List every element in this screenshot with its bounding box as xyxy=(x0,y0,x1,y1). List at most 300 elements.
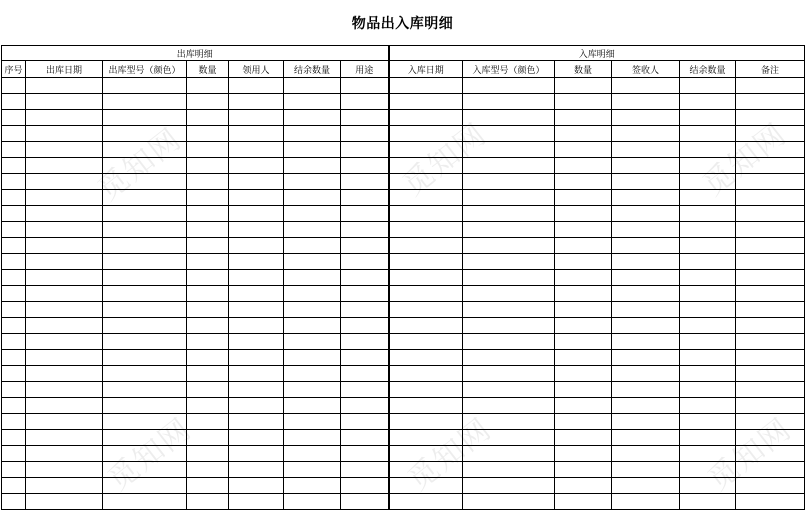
table-cell[interactable] xyxy=(463,446,555,462)
table-cell[interactable] xyxy=(612,462,680,478)
table-cell[interactable] xyxy=(612,382,680,398)
table-cell[interactable] xyxy=(463,478,555,494)
table-cell[interactable] xyxy=(229,478,284,494)
table-cell[interactable] xyxy=(284,414,341,430)
table-cell[interactable] xyxy=(555,366,612,382)
table-cell[interactable] xyxy=(103,270,187,286)
table-cell[interactable] xyxy=(612,494,680,510)
table-cell[interactable] xyxy=(103,94,187,110)
table-cell[interactable] xyxy=(26,494,103,510)
table-cell[interactable] xyxy=(463,286,555,302)
table-cell[interactable] xyxy=(103,334,187,350)
table-cell[interactable] xyxy=(103,302,187,318)
table-cell[interactable] xyxy=(389,238,463,254)
table-cell[interactable] xyxy=(341,158,389,174)
table-cell[interactable] xyxy=(26,478,103,494)
table-cell[interactable] xyxy=(229,494,284,510)
table-cell[interactable] xyxy=(612,366,680,382)
table-cell[interactable] xyxy=(284,238,341,254)
table-cell[interactable] xyxy=(389,334,463,350)
table-cell[interactable] xyxy=(680,254,736,270)
table-cell[interactable] xyxy=(463,78,555,94)
table-cell[interactable] xyxy=(103,382,187,398)
table-cell[interactable] xyxy=(736,222,805,238)
table-cell[interactable] xyxy=(341,430,389,446)
table-cell[interactable] xyxy=(680,190,736,206)
table-cell[interactable] xyxy=(284,94,341,110)
table-cell[interactable] xyxy=(26,430,103,446)
table-cell[interactable] xyxy=(463,270,555,286)
table-cell[interactable] xyxy=(341,78,389,94)
table-cell[interactable] xyxy=(284,270,341,286)
table-cell[interactable] xyxy=(26,126,103,142)
table-cell[interactable] xyxy=(389,94,463,110)
table-cell[interactable] xyxy=(229,446,284,462)
table-cell[interactable] xyxy=(187,78,229,94)
table-cell[interactable] xyxy=(612,302,680,318)
table-cell[interactable] xyxy=(680,110,736,126)
table-cell[interactable] xyxy=(341,254,389,270)
table-cell[interactable] xyxy=(612,254,680,270)
table-cell[interactable] xyxy=(736,110,805,126)
table-cell[interactable] xyxy=(680,238,736,254)
table-cell[interactable] xyxy=(229,350,284,366)
table-cell[interactable] xyxy=(736,318,805,334)
table-cell[interactable] xyxy=(555,110,612,126)
table-cell[interactable] xyxy=(103,174,187,190)
table-cell[interactable] xyxy=(612,286,680,302)
table-cell[interactable] xyxy=(229,334,284,350)
table-cell[interactable] xyxy=(555,350,612,366)
table-cell[interactable] xyxy=(2,478,26,494)
table-cell[interactable] xyxy=(187,430,229,446)
table-cell[interactable] xyxy=(555,334,612,350)
table-cell[interactable] xyxy=(612,142,680,158)
table-cell[interactable] xyxy=(389,430,463,446)
table-cell[interactable] xyxy=(736,286,805,302)
table-cell[interactable] xyxy=(187,446,229,462)
table-cell[interactable] xyxy=(463,414,555,430)
table-cell[interactable] xyxy=(2,78,26,94)
table-cell[interactable] xyxy=(555,382,612,398)
table-cell[interactable] xyxy=(463,254,555,270)
table-cell[interactable] xyxy=(187,158,229,174)
table-cell[interactable] xyxy=(736,494,805,510)
table-cell[interactable] xyxy=(341,94,389,110)
table-cell[interactable] xyxy=(341,126,389,142)
table-cell[interactable] xyxy=(26,366,103,382)
table-cell[interactable] xyxy=(187,478,229,494)
table-cell[interactable] xyxy=(612,478,680,494)
table-cell[interactable] xyxy=(284,398,341,414)
table-cell[interactable] xyxy=(284,430,341,446)
table-cell[interactable] xyxy=(2,446,26,462)
table-cell[interactable] xyxy=(2,334,26,350)
table-cell[interactable] xyxy=(187,286,229,302)
table-cell[interactable] xyxy=(680,222,736,238)
table-cell[interactable] xyxy=(680,446,736,462)
table-cell[interactable] xyxy=(680,302,736,318)
table-cell[interactable] xyxy=(736,430,805,446)
table-cell[interactable] xyxy=(680,366,736,382)
table-cell[interactable] xyxy=(389,190,463,206)
table-cell[interactable] xyxy=(229,158,284,174)
table-cell[interactable] xyxy=(680,334,736,350)
table-cell[interactable] xyxy=(341,302,389,318)
table-cell[interactable] xyxy=(463,142,555,158)
table-cell[interactable] xyxy=(736,158,805,174)
table-cell[interactable] xyxy=(284,110,341,126)
table-cell[interactable] xyxy=(555,462,612,478)
table-cell[interactable] xyxy=(26,78,103,94)
table-cell[interactable] xyxy=(463,222,555,238)
table-cell[interactable] xyxy=(187,398,229,414)
table-cell[interactable] xyxy=(680,78,736,94)
table-cell[interactable] xyxy=(2,302,26,318)
table-cell[interactable] xyxy=(555,398,612,414)
table-cell[interactable] xyxy=(187,110,229,126)
table-cell[interactable] xyxy=(463,430,555,446)
table-cell[interactable] xyxy=(103,286,187,302)
table-cell[interactable] xyxy=(2,430,26,446)
table-cell[interactable] xyxy=(103,350,187,366)
table-cell[interactable] xyxy=(463,398,555,414)
table-cell[interactable] xyxy=(2,270,26,286)
table-cell[interactable] xyxy=(612,318,680,334)
table-cell[interactable] xyxy=(736,78,805,94)
table-cell[interactable] xyxy=(612,270,680,286)
table-cell[interactable] xyxy=(229,238,284,254)
table-cell[interactable] xyxy=(389,78,463,94)
table-cell[interactable] xyxy=(341,494,389,510)
table-cell[interactable] xyxy=(736,238,805,254)
table-cell[interactable] xyxy=(103,126,187,142)
table-cell[interactable] xyxy=(284,190,341,206)
table-cell[interactable] xyxy=(229,270,284,286)
table-cell[interactable] xyxy=(229,430,284,446)
table-cell[interactable] xyxy=(284,334,341,350)
table-cell[interactable] xyxy=(26,206,103,222)
table-cell[interactable] xyxy=(2,366,26,382)
table-cell[interactable] xyxy=(26,110,103,126)
table-cell[interactable] xyxy=(463,126,555,142)
table-cell[interactable] xyxy=(463,110,555,126)
table-cell[interactable] xyxy=(736,478,805,494)
table-cell[interactable] xyxy=(187,126,229,142)
table-cell[interactable] xyxy=(26,158,103,174)
table-cell[interactable] xyxy=(680,286,736,302)
table-cell[interactable] xyxy=(463,382,555,398)
table-cell[interactable] xyxy=(26,94,103,110)
table-cell[interactable] xyxy=(463,462,555,478)
table-cell[interactable] xyxy=(341,446,389,462)
table-cell[interactable] xyxy=(555,318,612,334)
table-cell[interactable] xyxy=(389,270,463,286)
table-cell[interactable] xyxy=(103,222,187,238)
table-cell[interactable] xyxy=(229,366,284,382)
table-cell[interactable] xyxy=(26,334,103,350)
table-cell[interactable] xyxy=(389,110,463,126)
table-cell[interactable] xyxy=(389,302,463,318)
table-cell[interactable] xyxy=(187,350,229,366)
table-cell[interactable] xyxy=(680,206,736,222)
table-cell[interactable] xyxy=(284,126,341,142)
table-cell[interactable] xyxy=(229,382,284,398)
table-cell[interactable] xyxy=(680,142,736,158)
table-cell[interactable] xyxy=(680,174,736,190)
table-cell[interactable] xyxy=(736,94,805,110)
table-cell[interactable] xyxy=(555,430,612,446)
table-cell[interactable] xyxy=(229,174,284,190)
table-cell[interactable] xyxy=(612,430,680,446)
table-cell[interactable] xyxy=(284,462,341,478)
table-cell[interactable] xyxy=(187,190,229,206)
table-cell[interactable] xyxy=(103,254,187,270)
table-cell[interactable] xyxy=(389,446,463,462)
table-cell[interactable] xyxy=(187,222,229,238)
table-cell[interactable] xyxy=(736,382,805,398)
table-cell[interactable] xyxy=(389,126,463,142)
table-cell[interactable] xyxy=(187,174,229,190)
table-cell[interactable] xyxy=(284,494,341,510)
table-cell[interactable] xyxy=(2,190,26,206)
table-cell[interactable] xyxy=(680,350,736,366)
table-cell[interactable] xyxy=(187,318,229,334)
table-cell[interactable] xyxy=(463,318,555,334)
table-cell[interactable] xyxy=(187,206,229,222)
table-cell[interactable] xyxy=(2,222,26,238)
table-cell[interactable] xyxy=(555,206,612,222)
table-cell[interactable] xyxy=(341,398,389,414)
table-cell[interactable] xyxy=(463,94,555,110)
table-cell[interactable] xyxy=(736,142,805,158)
table-cell[interactable] xyxy=(736,414,805,430)
table-cell[interactable] xyxy=(26,398,103,414)
table-cell[interactable] xyxy=(229,206,284,222)
table-cell[interactable] xyxy=(341,238,389,254)
table-cell[interactable] xyxy=(555,494,612,510)
table-cell[interactable] xyxy=(612,190,680,206)
table-cell[interactable] xyxy=(2,110,26,126)
table-cell[interactable] xyxy=(341,286,389,302)
table-cell[interactable] xyxy=(229,318,284,334)
table-cell[interactable] xyxy=(680,318,736,334)
table-cell[interactable] xyxy=(2,142,26,158)
table-cell[interactable] xyxy=(555,302,612,318)
table-cell[interactable] xyxy=(680,158,736,174)
table-cell[interactable] xyxy=(680,430,736,446)
table-cell[interactable] xyxy=(389,414,463,430)
table-cell[interactable] xyxy=(284,78,341,94)
table-cell[interactable] xyxy=(26,142,103,158)
table-cell[interactable] xyxy=(26,318,103,334)
table-cell[interactable] xyxy=(284,302,341,318)
table-cell[interactable] xyxy=(463,350,555,366)
table-cell[interactable] xyxy=(229,286,284,302)
table-cell[interactable] xyxy=(2,238,26,254)
table-cell[interactable] xyxy=(26,446,103,462)
table-cell[interactable] xyxy=(284,382,341,398)
table-cell[interactable] xyxy=(284,446,341,462)
table-cell[interactable] xyxy=(341,414,389,430)
table-cell[interactable] xyxy=(103,430,187,446)
table-cell[interactable] xyxy=(103,238,187,254)
table-cell[interactable] xyxy=(612,414,680,430)
table-cell[interactable] xyxy=(284,350,341,366)
table-cell[interactable] xyxy=(736,446,805,462)
table-cell[interactable] xyxy=(612,174,680,190)
table-cell[interactable] xyxy=(555,94,612,110)
table-cell[interactable] xyxy=(555,190,612,206)
table-cell[interactable] xyxy=(284,318,341,334)
table-cell[interactable] xyxy=(555,126,612,142)
table-cell[interactable] xyxy=(463,302,555,318)
table-cell[interactable] xyxy=(612,158,680,174)
table-cell[interactable] xyxy=(229,398,284,414)
table-cell[interactable] xyxy=(187,94,229,110)
table-cell[interactable] xyxy=(26,222,103,238)
table-cell[interactable] xyxy=(103,142,187,158)
table-cell[interactable] xyxy=(736,254,805,270)
table-cell[interactable] xyxy=(389,382,463,398)
table-cell[interactable] xyxy=(103,78,187,94)
table-cell[interactable] xyxy=(612,446,680,462)
table-cell[interactable] xyxy=(555,270,612,286)
table-cell[interactable] xyxy=(284,254,341,270)
table-cell[interactable] xyxy=(341,478,389,494)
table-cell[interactable] xyxy=(736,302,805,318)
table-cell[interactable] xyxy=(389,174,463,190)
table-cell[interactable] xyxy=(736,206,805,222)
table-cell[interactable] xyxy=(103,462,187,478)
table-cell[interactable] xyxy=(229,126,284,142)
table-cell[interactable] xyxy=(2,414,26,430)
table-cell[interactable] xyxy=(187,238,229,254)
table-cell[interactable] xyxy=(229,142,284,158)
table-cell[interactable] xyxy=(284,478,341,494)
table-cell[interactable] xyxy=(229,110,284,126)
table-cell[interactable] xyxy=(555,222,612,238)
table-cell[interactable] xyxy=(2,254,26,270)
table-cell[interactable] xyxy=(26,350,103,366)
table-cell[interactable] xyxy=(284,142,341,158)
table-cell[interactable] xyxy=(229,190,284,206)
table-cell[interactable] xyxy=(341,142,389,158)
table-cell[interactable] xyxy=(187,270,229,286)
table-cell[interactable] xyxy=(229,254,284,270)
table-cell[interactable] xyxy=(2,206,26,222)
table-cell[interactable] xyxy=(187,302,229,318)
table-cell[interactable] xyxy=(341,174,389,190)
table-cell[interactable] xyxy=(463,366,555,382)
table-cell[interactable] xyxy=(341,222,389,238)
table-cell[interactable] xyxy=(736,462,805,478)
table-cell[interactable] xyxy=(341,270,389,286)
table-cell[interactable] xyxy=(26,174,103,190)
table-cell[interactable] xyxy=(612,222,680,238)
table-cell[interactable] xyxy=(612,398,680,414)
table-cell[interactable] xyxy=(341,382,389,398)
table-cell[interactable] xyxy=(341,334,389,350)
table-cell[interactable] xyxy=(555,478,612,494)
table-cell[interactable] xyxy=(103,190,187,206)
table-cell[interactable] xyxy=(2,174,26,190)
table-cell[interactable] xyxy=(612,206,680,222)
table-cell[interactable] xyxy=(736,126,805,142)
table-cell[interactable] xyxy=(187,382,229,398)
table-cell[interactable] xyxy=(187,414,229,430)
table-cell[interactable] xyxy=(2,318,26,334)
table-cell[interactable] xyxy=(736,174,805,190)
table-cell[interactable] xyxy=(284,222,341,238)
table-cell[interactable] xyxy=(103,414,187,430)
table-cell[interactable] xyxy=(103,110,187,126)
table-cell[interactable] xyxy=(389,142,463,158)
table-cell[interactable] xyxy=(103,478,187,494)
table-cell[interactable] xyxy=(736,398,805,414)
table-cell[interactable] xyxy=(341,462,389,478)
table-cell[interactable] xyxy=(284,158,341,174)
table-cell[interactable] xyxy=(229,414,284,430)
table-cell[interactable] xyxy=(463,238,555,254)
table-cell[interactable] xyxy=(680,94,736,110)
table-cell[interactable] xyxy=(2,462,26,478)
table-cell[interactable] xyxy=(2,126,26,142)
table-cell[interactable] xyxy=(187,254,229,270)
table-cell[interactable] xyxy=(612,94,680,110)
table-cell[interactable] xyxy=(680,382,736,398)
table-cell[interactable] xyxy=(229,222,284,238)
table-cell[interactable] xyxy=(2,494,26,510)
table-cell[interactable] xyxy=(680,478,736,494)
table-cell[interactable] xyxy=(26,190,103,206)
table-cell[interactable] xyxy=(2,350,26,366)
table-cell[interactable] xyxy=(103,494,187,510)
table-cell[interactable] xyxy=(555,174,612,190)
table-cell[interactable] xyxy=(736,334,805,350)
table-cell[interactable] xyxy=(187,462,229,478)
table-cell[interactable] xyxy=(229,78,284,94)
table-cell[interactable] xyxy=(341,206,389,222)
table-cell[interactable] xyxy=(612,238,680,254)
table-cell[interactable] xyxy=(26,382,103,398)
table-cell[interactable] xyxy=(389,350,463,366)
table-cell[interactable] xyxy=(463,174,555,190)
table-cell[interactable] xyxy=(26,414,103,430)
table-cell[interactable] xyxy=(612,110,680,126)
table-cell[interactable] xyxy=(2,94,26,110)
table-cell[interactable] xyxy=(680,462,736,478)
table-cell[interactable] xyxy=(103,158,187,174)
table-cell[interactable] xyxy=(389,222,463,238)
table-cell[interactable] xyxy=(555,238,612,254)
table-cell[interactable] xyxy=(680,494,736,510)
table-cell[interactable] xyxy=(612,334,680,350)
table-cell[interactable] xyxy=(555,446,612,462)
table-cell[interactable] xyxy=(187,366,229,382)
table-cell[interactable] xyxy=(229,94,284,110)
table-cell[interactable] xyxy=(555,142,612,158)
table-cell[interactable] xyxy=(341,110,389,126)
table-cell[interactable] xyxy=(463,494,555,510)
table-cell[interactable] xyxy=(2,398,26,414)
table-cell[interactable] xyxy=(187,494,229,510)
table-cell[interactable] xyxy=(389,494,463,510)
table-cell[interactable] xyxy=(26,254,103,270)
table-cell[interactable] xyxy=(680,270,736,286)
table-cell[interactable] xyxy=(2,286,26,302)
table-cell[interactable] xyxy=(463,334,555,350)
